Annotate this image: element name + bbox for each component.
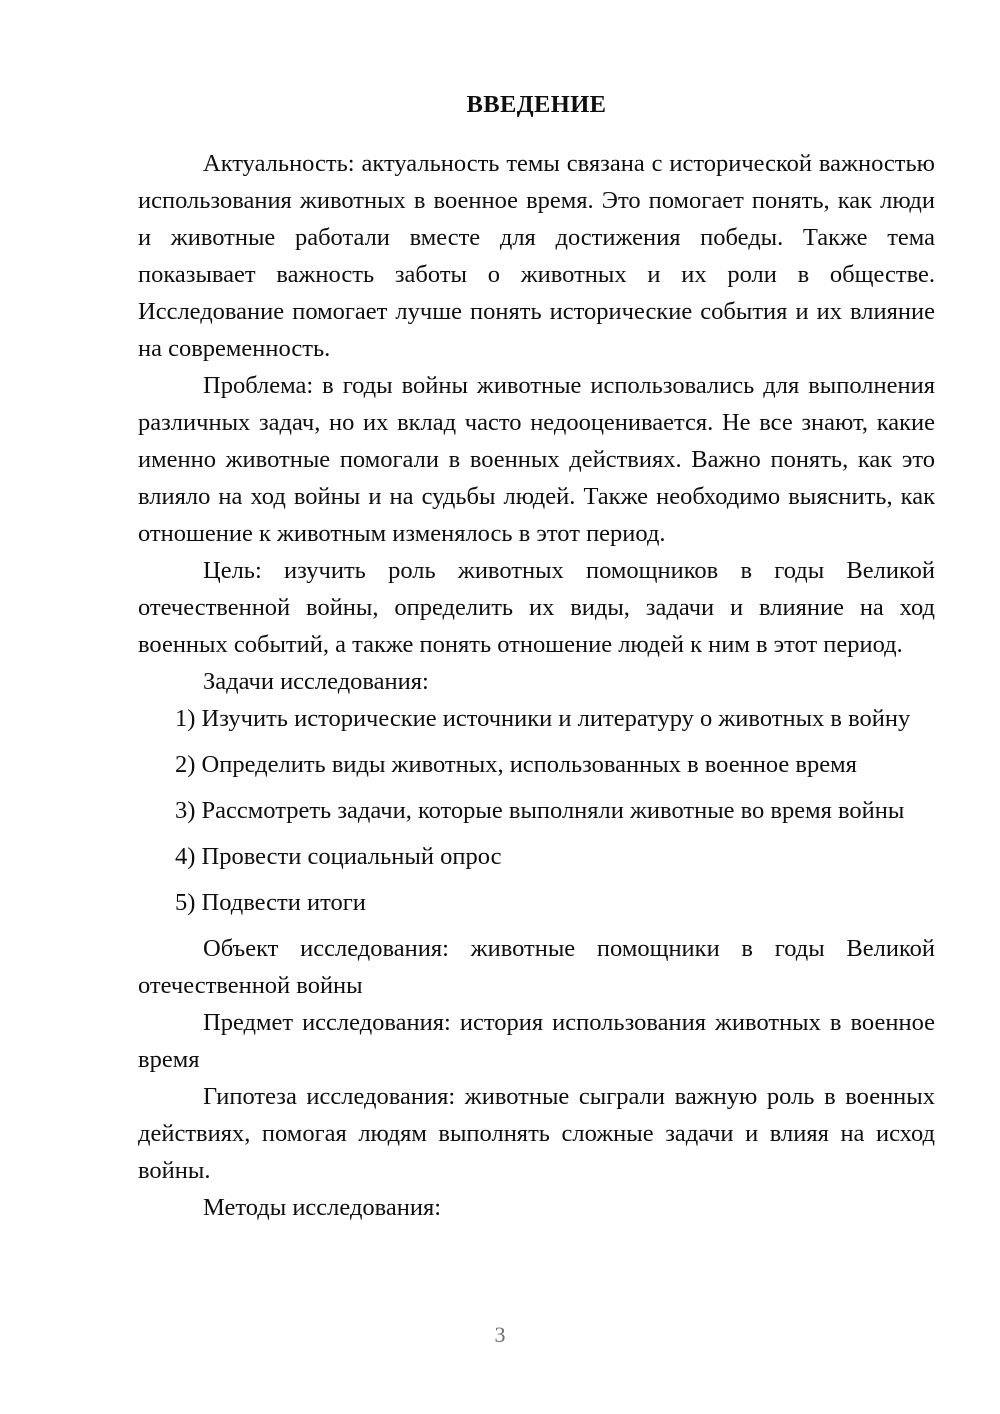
paragraph-hypothesis: Гипотеза исследования: животные сыграли важную роль в военных действиях, помогая людям выполнять сложные задачи и влияя на исход войны. (138, 1083, 935, 1184)
list-item: 2) Определить виды животных, использованных в военное время (175, 751, 857, 778)
tasks-heading: Задачи исследования: (203, 668, 429, 695)
document-body (138, 86, 935, 1226)
paragraph-goal: Цель: изучить роль животных помощников в годы Великой отечественной войны, определить их виды, задачи и влияние на ход военных событий, а также понять отношение людей к ним в этот период. (138, 557, 935, 658)
page-title: ВВЕДЕНИЕ (466, 91, 607, 118)
list-item: 3) Рассмотреть задачи, которые выполняли животные во время войны (175, 797, 905, 824)
tasks-list (138, 700, 935, 930)
paragraph-subject: Предмет исследования: история использования животных в военное время (138, 1009, 935, 1073)
paragraph-object: Объект исследования: животные помощники в годы Великой отечественной войны (138, 935, 935, 999)
page-number: 3 (494, 1322, 506, 1347)
list-item: 1) Изучить исторические источники и литературу о животных в войну (175, 705, 911, 732)
list-item: 4) Провести социальный опрос (175, 843, 502, 870)
list-item: 5) Подвести итоги (175, 889, 366, 916)
paragraph-problem: Проблема: в годы войны животные использовались для выполнения различных задач, но их вклад часто недооценивается. Не все знают, какие именно животные помогали в военных действиях. Важно понять, как это влияло на ход войны и на судьбы людей. Также необходимо выяснить, как отношение к животным изменялось в этот период. (138, 372, 935, 547)
methods-heading: Методы исследования: (203, 1194, 442, 1221)
paragraph-relevance: Актуальность: актуальность темы связана с исторической важностью использования животных в военное время. Это помогает понять, как люди и животные работали вместе для достижения победы. Также тема показывает важность заботы о животных и их роли в обществе. Исследование помогает лучше понять исторические события и их влияние на современность. (138, 150, 935, 362)
